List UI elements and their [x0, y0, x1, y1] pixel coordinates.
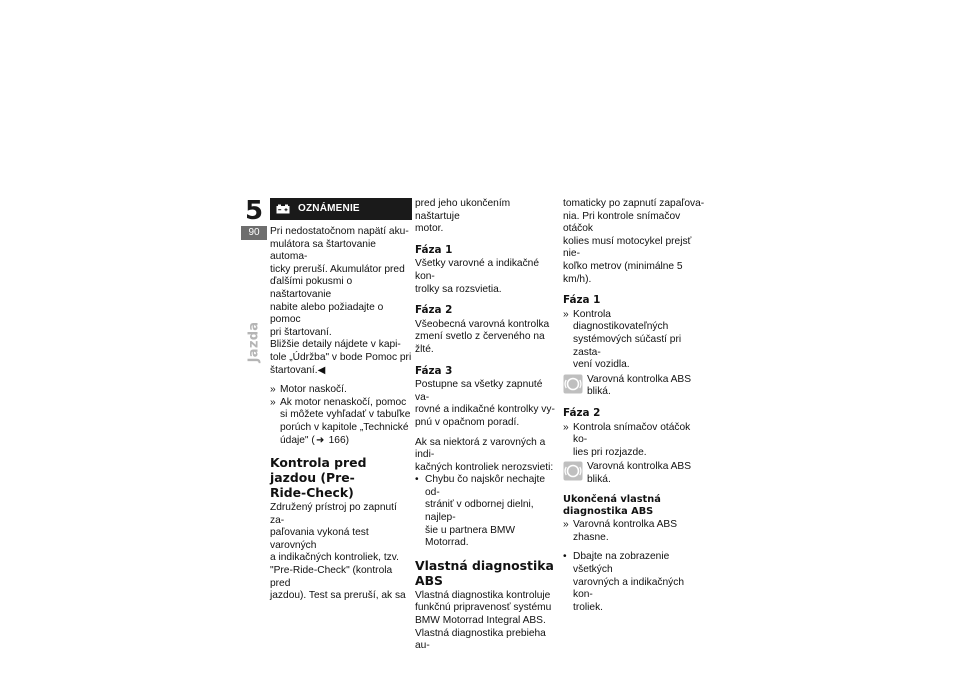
- page-number: 90: [241, 226, 267, 240]
- notice-title: OZNÁMENIE: [298, 202, 360, 214]
- paragraph: tomaticky po zapnutí zapaľova- nia. Pri kontrole snímačov otáčok kolies musí motocykel prejsť nie- koľko metrov (minimálne 5 km/h).: [563, 198, 705, 285]
- paragraph: Všetky varovné a indikačné kon- trolky sa rozsvietia.: [415, 258, 540, 295]
- phase-heading: Fáza 2: [415, 304, 453, 317]
- arrow-marker-icon: »: [563, 519, 569, 531]
- phase-heading: Fáza 3: [415, 364, 453, 377]
- page-reference-link[interactable]: 166: [328, 434, 346, 446]
- abs-warning-icon: [563, 461, 583, 481]
- paragraph: Ak sa niektorá z varovných a indi- kačných kontroliek nerozsvieti:: [415, 436, 554, 473]
- notice-text: Pri nedostatočnom napätí aku- mulátora sa štartovanie automa- ticky preruší. Akumulátor pred ďalšími pokusmi o naštartovanie nabite alebo požiadajte o pomoc pri štartovaní. Bližšie detaily nájdete v kapi- tole „Údržba" v bode Pomoc pri štartovaní.◀: [270, 226, 412, 376]
- list-item: » Kontrola diagnostikovateľných systémových súčastí pri zasta- vení vozidla.: [563, 308, 682, 371]
- abs-warning-icon: [563, 374, 583, 394]
- list-item: » Ak motor nenaskočí, pomoc si môžete vyhľadať v tabuľke porúch v kapitole „Technické údaje" (➜ 166): [270, 396, 411, 446]
- bullet-marker-icon: •: [563, 551, 567, 563]
- notice-bar: [270, 198, 412, 220]
- column-1: [270, 198, 412, 603]
- bullet-marker-icon: •: [415, 474, 419, 486]
- column-2: [415, 198, 557, 653]
- column-3: [563, 198, 705, 614]
- arrow-marker-icon: »: [270, 384, 276, 396]
- paragraph: Všeobecná varovná kontrolka zmení svetlo z červeného na žlté.: [415, 318, 550, 355]
- list-item: • Chybu čo najskôr nechajte od- strániť v odbornej dielni, najlep- šie u partnera BMW Motorrad.: [415, 474, 546, 549]
- section-heading: Vlastná diagnostika ABS: [415, 557, 554, 588]
- arrow-marker-icon: »: [270, 396, 276, 408]
- arrow-marker-icon: »: [563, 421, 569, 433]
- section-body: Združený prístroj po zapnutí za- paľovania vykoná test varovných a indikačných kontroliek, tzv. "Pre-Ride-Check" (kontrola pred jazdou). Test sa preruší, ak sa: [270, 502, 406, 602]
- battery-notice-icon: [276, 204, 290, 214]
- list-item: » Varovná kontrolka ABS zhasne.: [563, 519, 678, 543]
- phase-heading: Fáza 2: [563, 406, 601, 419]
- list-item: • Dbajte na zobrazenie všetkých varovných a indikačných kon- troliek.: [563, 551, 684, 613]
- chapter-title: Jazda: [246, 321, 262, 363]
- paragraph: pred jeho ukončením naštartuje motor.: [415, 198, 511, 235]
- abs-warning-note: Varovná kontrolka ABS bliká.: [563, 461, 705, 486]
- abs-warning-note: Varovná kontrolka ABS bliká.: [563, 374, 705, 399]
- paragraph: Postupne sa všetky zapnuté va- rovné a indikačné kontrolky vy- pnú v opačnom poradí.: [415, 379, 555, 428]
- chapter-number: 5: [244, 196, 264, 226]
- arrow-marker-icon: »: [563, 308, 569, 320]
- section-heading: Ukončená vlastná diagnostika ABS: [563, 494, 661, 517]
- phase-heading: Fáza 1: [415, 243, 453, 256]
- paragraph: Vlastná diagnostika kontroluje funkčnú pripravenosť systému BMW Motorrad Integral ABS. Vlastná diagnostika prebieha au-: [415, 589, 552, 652]
- page-reference-arrow-icon: ➜: [316, 434, 325, 446]
- list-item: » Kontrola snímačov otáčok ko- lies pri rozjazde.: [563, 421, 691, 458]
- list-item: » Motor naskočí.: [270, 384, 347, 396]
- chapter-side-label: [243, 312, 265, 372]
- section-heading: Kontrola pred jazdou (Pre- Ride-Check): [270, 455, 367, 501]
- phase-heading: Fáza 1: [563, 294, 601, 307]
